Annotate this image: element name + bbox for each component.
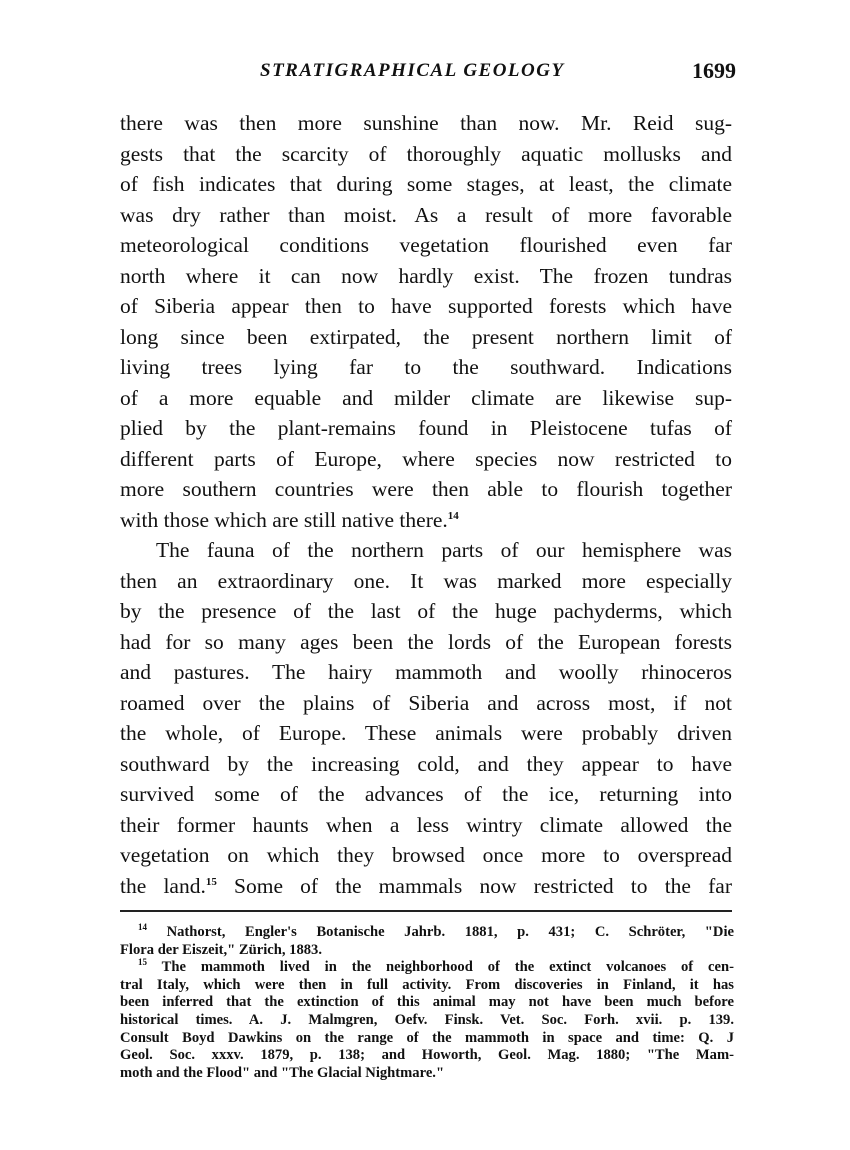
footnote-line: been inferred that the extinction of this animal may not have been much before [120, 994, 734, 1011]
text-line [120, 871, 732, 902]
text-line: there was then more sunshine than now. Mr. Reid sug- [120, 111, 732, 135]
text-line: survived some of the advances of the ice, returning into [120, 782, 732, 806]
footnote-ref-15[interactable]: 15 [205, 875, 217, 888]
text-line: of fish indicates that during some stages, at least, the climate [120, 172, 732, 196]
text-span: the land. [120, 873, 206, 898]
text-line: then an extraordinary one. It was marked more especially [120, 568, 732, 593]
text-line: roamed over the plains of Siberia and across most, if not [120, 690, 732, 715]
text-line: more southern countries were then able to flourish together [120, 477, 732, 501]
footnote-line: Geol. Soc. xxxv. 1879, p. 138; and Howorth, Geol. Mag. 1880; "The Mam- [120, 1047, 734, 1064]
text-line: and pastures. The hairy mammoth and woolly rhinoceros [120, 660, 732, 684]
footnote-line: Flora der Eiszeit," Zürich, 1883. [120, 941, 322, 958]
text-line: of Siberia appear then to have supported forests which have [120, 294, 732, 318]
page-number: 1699 [692, 58, 736, 83]
text-line: long since been extirpated, the present northern limit of [120, 324, 732, 349]
text-line: gests that the scarcity of thoroughly aquatic mollusks and [120, 141, 732, 166]
footnote-number-15: 15 [138, 957, 147, 968]
text-span: Nathorst, Engler's Botanische Jahrb. 1881, p. 431; C. Schröter, "Die [166, 924, 734, 940]
page-header [120, 56, 740, 90]
text-line: their former haunts when a less wintry climate allowed the [120, 812, 732, 837]
text-line: was dry rather than moist. As a result of more favorable [120, 202, 732, 227]
text-line: different parts of Europe, where species now restricted to [120, 446, 732, 471]
text-line: vegetation on which they browsed once more to overspread [120, 843, 732, 867]
text-line: north where it can now hardly exist. The frozen tundras [120, 263, 732, 288]
footnote-line: moth and the Flood" and "The Glacial Nightmare." [120, 1064, 445, 1081]
text-span: Some of the mammals now restricted to the far [234, 873, 732, 898]
text-line: by the presence of the last of the huge pachyderms, which [120, 599, 732, 623]
footnote-ref-14[interactable]: 14 [447, 509, 459, 522]
footnote-line: tral Italy, which were then in full activity. From discoveries in Finland, it has [120, 976, 734, 993]
footnote-line [120, 924, 734, 942]
text-line: had for so many ages been the lords of the European forests [120, 629, 732, 654]
footnote-line [120, 959, 734, 977]
text-line: living trees lying far to the southward. Indications [120, 355, 732, 379]
footnote-divider [120, 910, 732, 912]
text-line: plied by the plant-remains found in Pleistocene tufas of [120, 416, 732, 440]
text-line: of a more equable and milder climate are likewise sup- [120, 385, 732, 410]
text-line: the whole, of Europe. These animals were probably driven [120, 721, 732, 745]
text-line: meteorological conditions vegetation flourished even far [120, 233, 732, 257]
body-text [120, 108, 732, 901]
text-line: The fauna of the northern parts of our hemisphere was [156, 538, 732, 562]
footnote-line: Consult Boyd Dawkins on the range of the mammoth in space and time: Q. J [120, 1029, 734, 1046]
text-line [120, 505, 732, 536]
footnote-number-14: 14 [138, 922, 147, 933]
running-title: STRATIGRAPHICAL GEOLOGY [260, 60, 565, 81]
text-span: The mammoth lived in the neighborhood of the extinct volcanoes of cen- [161, 959, 734, 976]
footnote-line: historical times. A. J. Malmgren, Oefv. Finsk. Vet. Soc. Forh. xvii. p. 139. [120, 1011, 734, 1028]
text-line: southward by the increasing cold, and they appear to have [120, 751, 732, 776]
text-span: with those which are still native there. [120, 507, 448, 532]
footnotes [120, 924, 734, 1082]
